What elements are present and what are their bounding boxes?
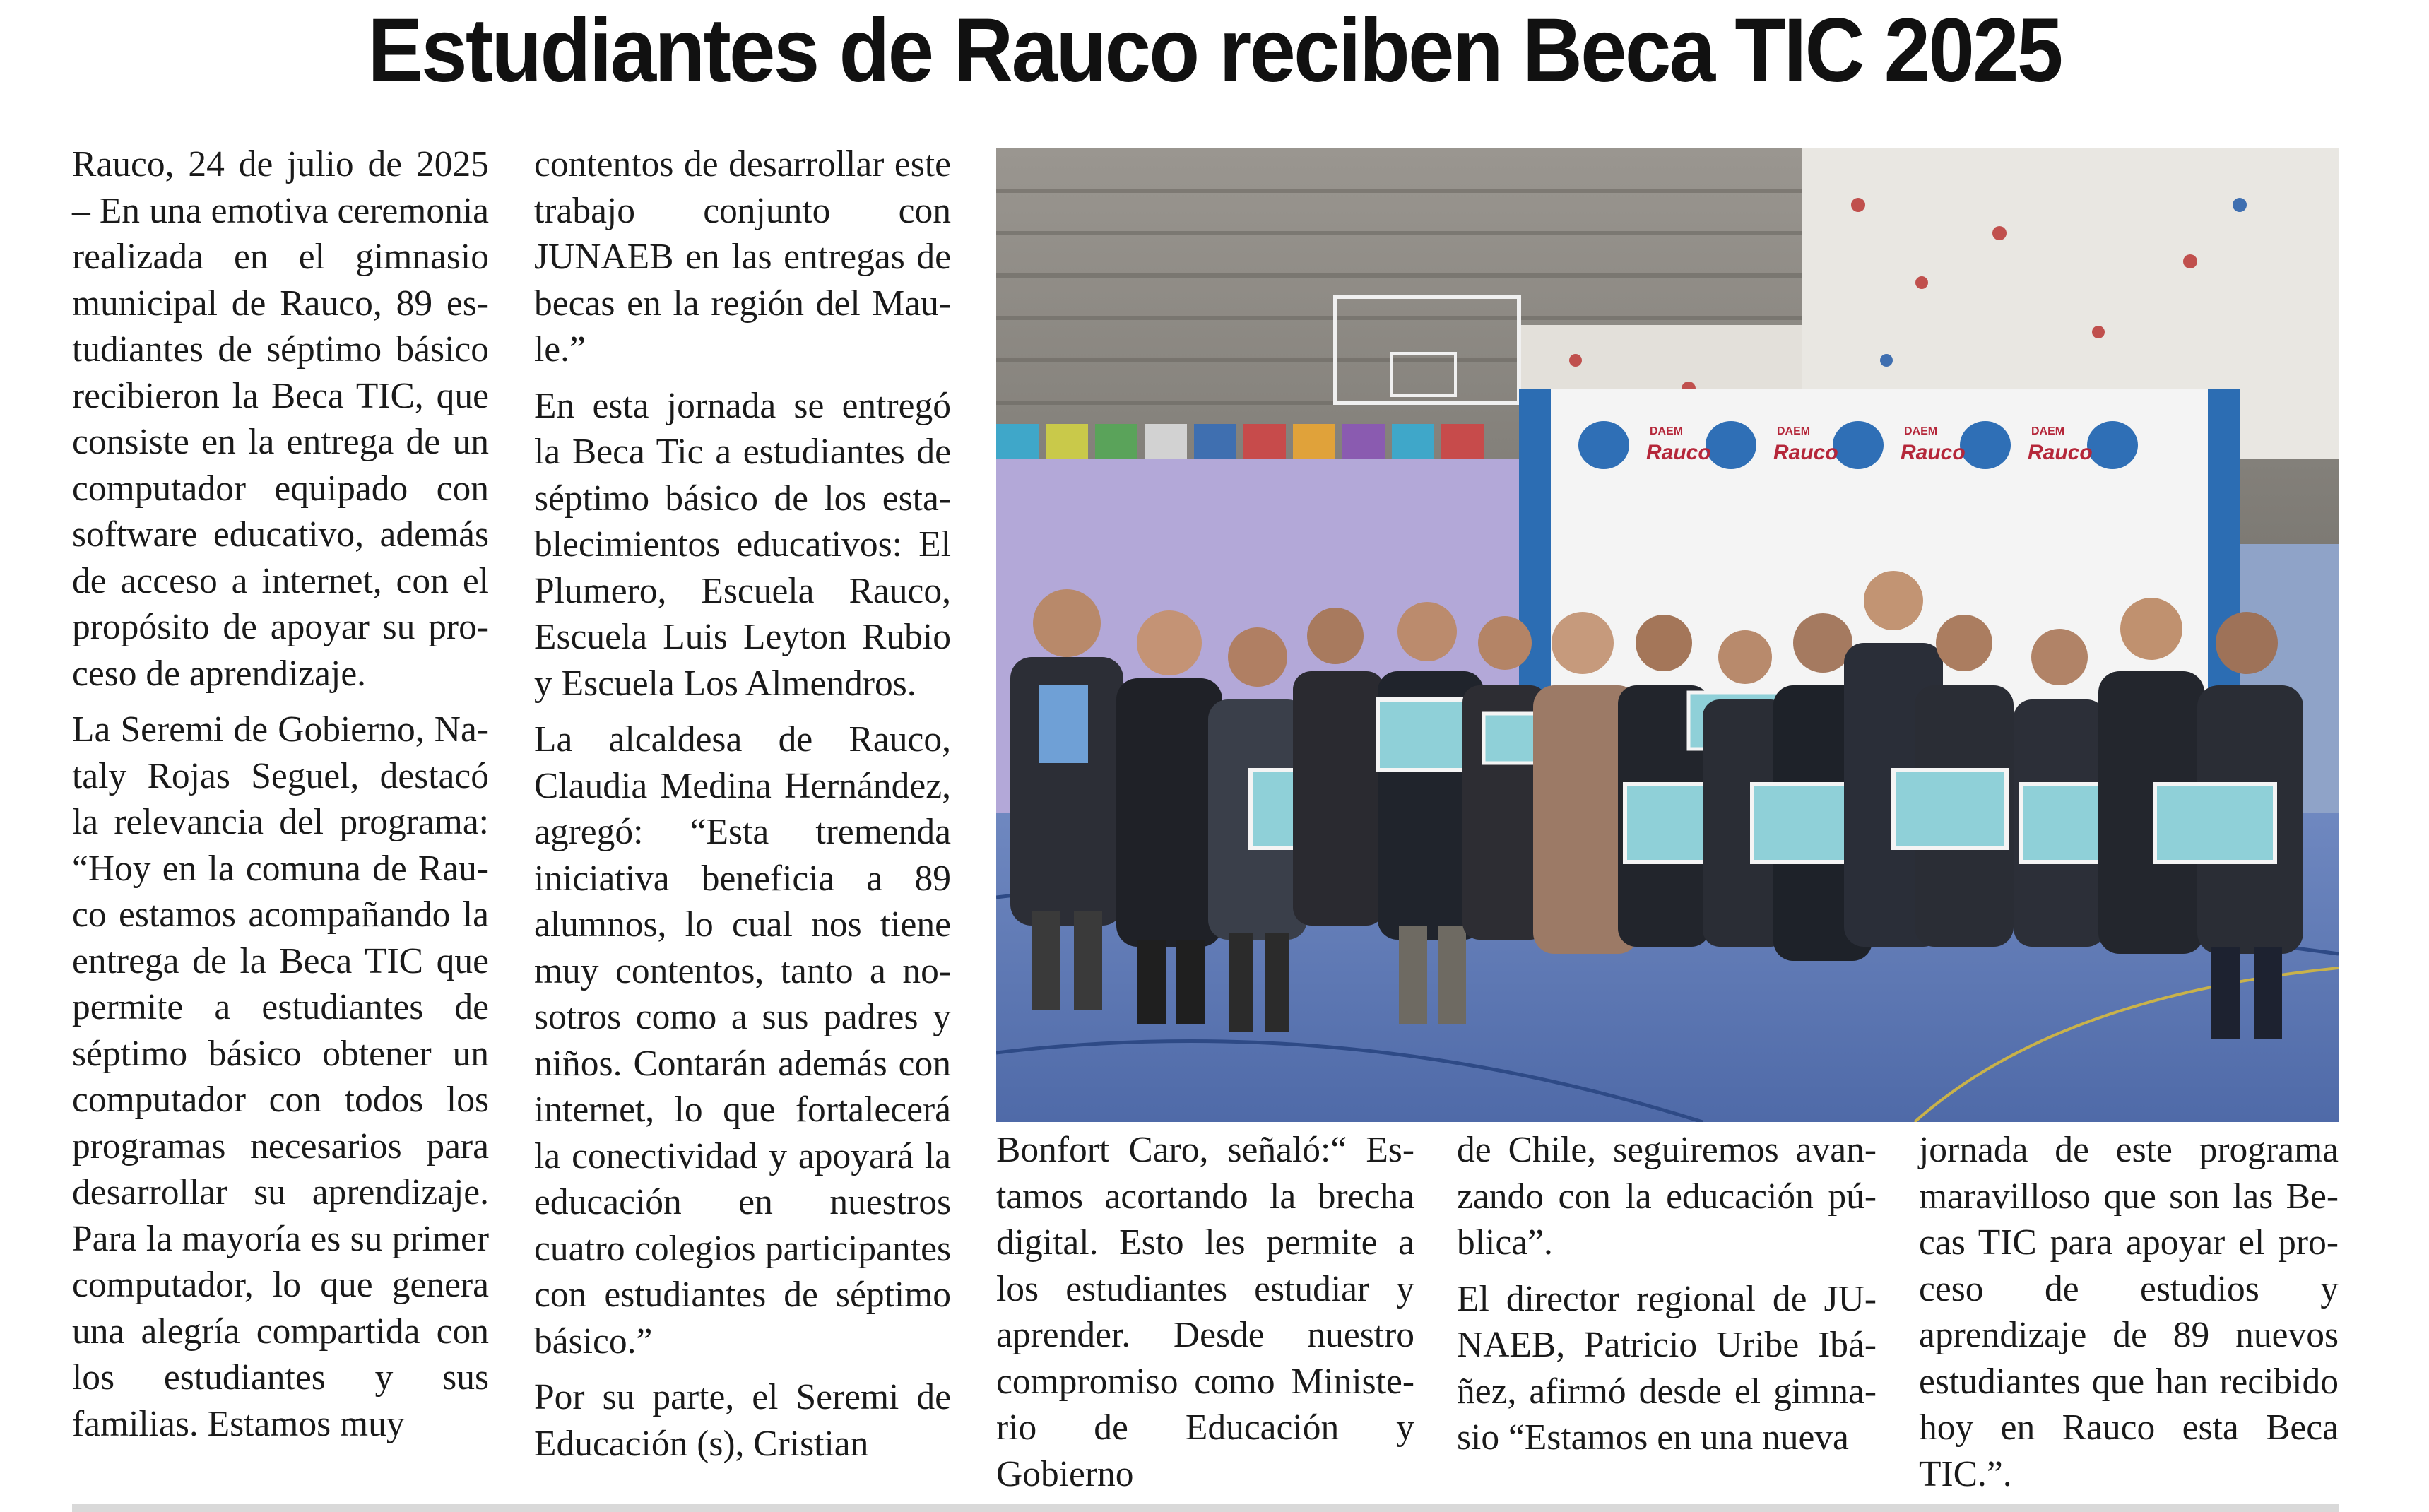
backdrop-text: DAEM [1777,425,1811,437]
backdrop-text: Rauco [2028,441,2093,464]
article-column-1 [72,141,489,1457]
paragraph: En esta jornada se entregó la Beca Tic a estudiantes de séptimo básico de los establecimientos educativos: El Plumero, Escuela Rauco, Escuela Luis Leyton Rubio y Escuela Los Almendros. [534,385,951,704]
paragraph: La alcaldesa de Rauco, Claudia Medina Hernández, agregó: “Esta tremenda iniciativa beneficia a 89 alumnos, lo cual nos tiene muy contentos, tanto a nosotros como a sus padres y niños. Contarán además con internet, lo que fortalecerá la conectividad y apoyará la educación en nuestros cuatro colegios participantes con estudiantes de séptimo básico.” [534,719,951,1362]
backdrop-text: Rauco [1773,441,1838,464]
paragraph: Bonfort Caro, señaló:“ Estamos acortando la brecha digital. Esto les permite a los estudiantes estudiar y aprender. Desde nuestro compromiso como Ministerio de Educación y Gobierno [996,1130,1414,1494]
backdrop-text: Rauco [1646,441,1711,464]
footer-rule [72,1504,2339,1512]
paragraph: jornada de este programa maravilloso que son las Becas TIC para apoyar el proceso de estudios y aprendizaje de 89 nuevos estudiantes que han recibido hoy en Rauco esta Beca TIC.”. [1919,1130,2339,1494]
paragraph: de Chile, seguiremos avanzando con la educación pública”. [1457,1130,1877,1263]
article-column-5 [1919,1127,2339,1507]
headline: Estudiantes de Rauco reciben Beca TIC 2025 [367,0,2062,101]
backdrop-text: DAEM [1650,425,1684,437]
article-photo [996,148,2339,1122]
backdrop-text: DAEM [1904,425,1938,437]
paragraph: Por su parte, el Seremi de Educación (s), Cristian [534,1377,951,1464]
paragraph: Rauco, 24 de julio de 2025 – En una emotiva ceremonia realizada en el gimnasio municipal de Rauco, 89 estudiantes de séptimo básico recibieron la Beca TIC, que consiste en la entrega de un computador equipado con software educativo, además de acceso a internet, con el propósito de apoyar su proceso de aprendizaje. [72,144,489,694]
backdrop-text: DAEM [2031,425,2065,437]
ceremony-photo [996,148,2339,1122]
paragraph: El director regional de JUNAEB, Patricio Uribe Ibáñez, afirmó desde el gimnasio “Estamos en una nueva [1457,1278,1877,1458]
paragraph: contentos de desarrollar este trabajo conjunto con JUNAEB en las entregas de becas en la región del Maule.” [534,144,951,370]
article-column-4 [1457,1127,1877,1471]
backdrop-text: Rauco [1901,441,1966,464]
paragraph: La Seremi de Gobierno, Nataly Rojas Seguel, destacó la relevancia del programa: “Hoy en la comuna de Rauco estamos acompañando la entrega de la Beca TIC que permite a estudiantes de séptimo básico obtener un computador con todos los programas necesarios para desarrollar su aprendizaje. Para la mayoría es su primer computador, lo que genera una alegría compartida con los estudiantes y sus familias. Estamos muy [72,709,489,1444]
article-column-3 [996,1127,1414,1507]
article-column-2 [534,141,951,1477]
